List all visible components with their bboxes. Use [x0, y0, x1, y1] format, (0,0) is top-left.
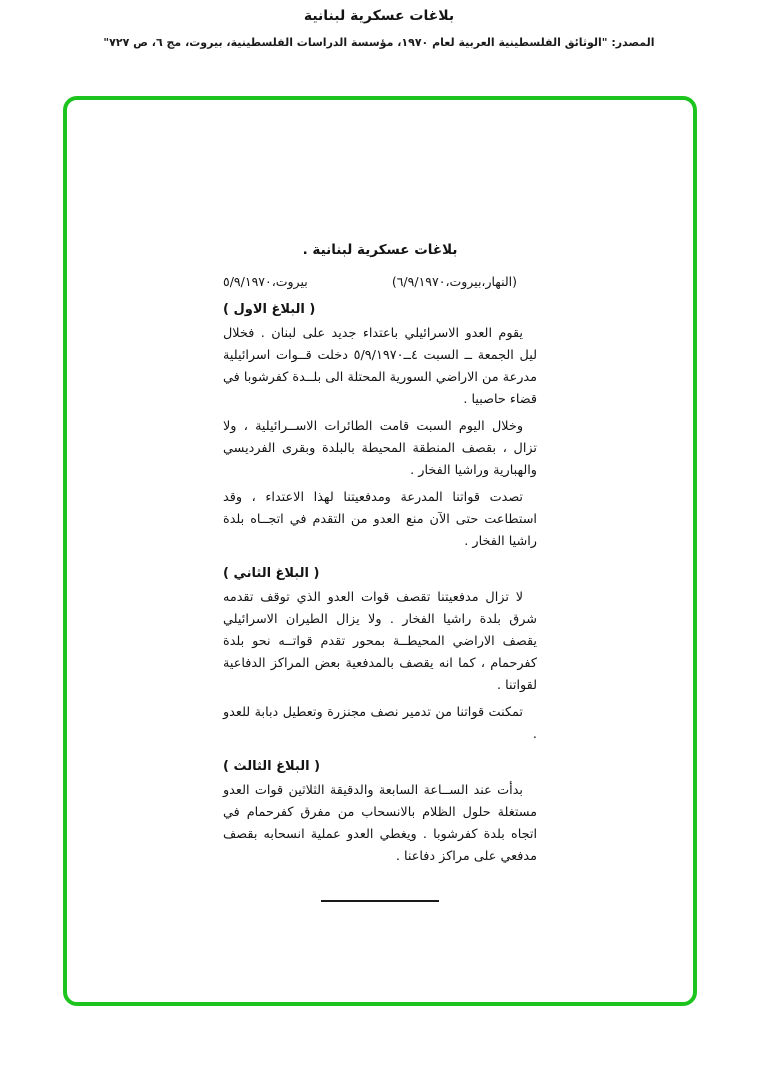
source-line: المصدر: "الوثائق الفلسطينية العربية لعام ١٩٧٠، مؤسسة الدراسات الفلسطينية، بيروت، مج ٦، ص ٧٢٧"	[103, 36, 655, 49]
dateline-citation: (النهار،بيروت،٦/٩/١٩٧٠)	[391, 274, 517, 289]
communique-first-heading: ( البلاغ الاول )	[223, 302, 316, 317]
communique-paragraph: بدأت عند الســاعة السابعة والدقيقة الثلاثين قوات العدو مستغلة حلول الظلام بالانسحاب من مفرق كفرحمام في اتجاه بلدة كفرشوبا . ويغطي العدو عملية انسحابه بقصف مدفعي على مراكز دفاعنا .	[223, 783, 537, 864]
communique-second	[223, 566, 537, 746]
page-header	[0, 0, 758, 49]
communique-paragraph: لا تزال مدفعيتنا تقصف قوات العدو الذي توقف تقدمه شرق بلدة راشيا الفخار . ولا يزال الطيران الاسرائيلي يقصف الاراضي المحيطــة بمحور تقدم قواتــه نحو بلدة كفرحمام ، كما انه يقصف بالمدفعية بعض المراكز الدفاعية لقواتنا .	[223, 590, 537, 693]
document-frame	[63, 96, 697, 1006]
scanned-page	[223, 100, 537, 902]
communique-second-heading: ( البلاغ الثاني )	[223, 566, 320, 581]
page-title: بلاغات عسكرية لبنانية	[303, 8, 455, 24]
communique-paragraph: تمكنت قواتنا من تدمير نصف مجنزرة وتعطيل دبابة للعدو .	[223, 705, 537, 742]
communique-third	[223, 759, 537, 868]
end-divider	[321, 900, 439, 902]
communique-paragraph: وخلال اليوم السبت قامت الطائرات الاســرائيلية ، ولا تزال ، بقصف المنطقة المحيطة بالبلدة وبقرى الفرديسي والهبارية وراشيا الفخار .	[223, 419, 537, 478]
dateline	[223, 274, 537, 289]
communique-paragraph: تصدت قواتنا المدرعة ومدفعيتنا لهذا الاعتداء ، وقد استطاعت حتى الآن منع العدو من التقدم في اتجــاه بلدة راشيا الفخار .	[223, 490, 537, 549]
communique-third-heading: ( البلاغ الثالث )	[223, 759, 321, 774]
communique-first	[223, 302, 537, 553]
communique-paragraph: يقوم العدو الاسرائيلي باعتداء جديد على لبنان . فخلال ليل الجمعة ــ السبت ٤ــ٥/٩/١٩٧٠ دخلت قــوات اسرائيلية مدرعة من الاراضي السورية المحتلة الى بلــدة كفرشوبا في قضاء حاصبيا .	[223, 326, 537, 407]
document-title: بلاغات عسكرية لبنانية .	[302, 242, 458, 258]
dateline-place-date: بيروت،٥/٩/١٩٧٠	[223, 274, 308, 289]
